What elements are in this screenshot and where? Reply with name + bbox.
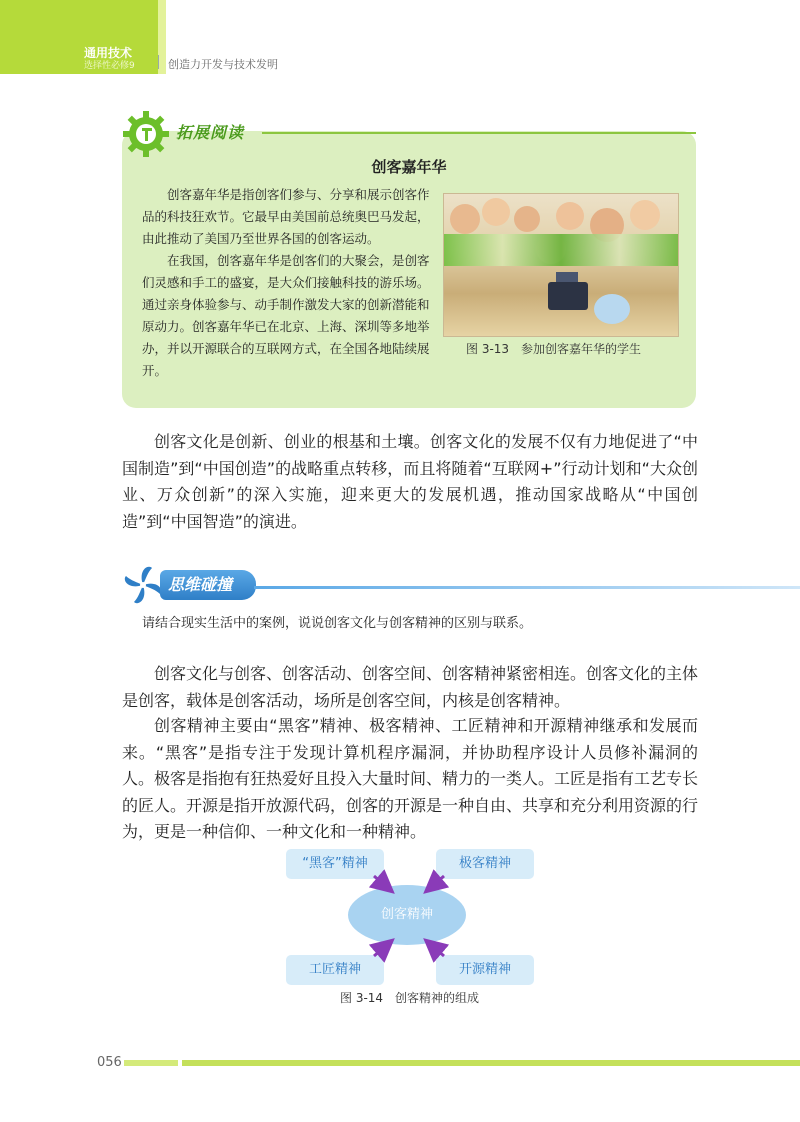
extended-reading-rule	[262, 132, 696, 134]
body-paragraph-3: 创客精神主要由“黑客”精神、极客精神、工匠精神和开源精神继承和发展而来。“黑客”是指专注于发现计算机程序漏洞，并协助程序设计人员修补漏洞的人。极客是指抱有狂热爱好且投入大量时间、精力的一类人。工匠是指有工艺专长的匠人。开源是指开放源代码，创客的开源是一种自由、共享和充分利用资源的行为，更是一种信仰、一种文化和一种精神。	[122, 716, 699, 841]
carnival-students-photo	[443, 193, 679, 337]
body-paragraph-2: 创客文化与创客、创客活动、创客空间、创客精神紧密相连。创客文化的主体是创客，载体是创客活动，场所是创客空间，内核是创客精神。	[122, 664, 699, 710]
photo-balloon	[594, 294, 630, 324]
header-corner-strip	[158, 0, 166, 74]
book-subtitle: 选择性必修9	[84, 61, 135, 71]
reading-paragraph-2: 在我国，创客嘉年华是创客们的大聚会，是创客们灵感和手工的盛宴，是大众们接触科技的游乐场。通过亲身体验参与、动手制作激发大家的创新潜能和原动力。创客嘉年华已在北京、上海、深圳等多地举办，并以开源联合的互联网方式，在全国各地陆续展开。	[142, 253, 430, 378]
body-paragraph-1: 创客文化是创新、创业的根基和土壤。创客文化的发展不仅有力地促进了“中国制造”到“中国创造”的战略重点转移，而且将随着“互联网+”行动计划和“大众创业、万众创新”的深入实施，迎来更大的发展机遇，推动国家战略从“中国创造”到“中国智造”的演进。	[122, 432, 698, 531]
book-title: 通用技术	[84, 46, 133, 60]
maker-spirit-ellipse: 创客精神	[348, 885, 466, 945]
figure-3-13-caption: 图 3-13 参加创客嘉年华的学生	[466, 342, 642, 356]
figure-3-14-caption: 图 3-14 创客精神的组成	[340, 991, 480, 1005]
extended-reading-label: 拓展阅读	[176, 123, 245, 142]
footer-bar-short	[124, 1060, 178, 1066]
photo-robot	[548, 282, 588, 310]
opensource-spirit-box: 开源精神	[436, 955, 534, 985]
thinking-collision-label: 思维碰撞	[160, 570, 256, 600]
geek-spirit-box: 极客精神	[436, 849, 534, 879]
photo-green-shirts	[444, 234, 678, 266]
craftsman-spirit-box: 工匠精神	[286, 955, 384, 985]
page-number: 056	[97, 1055, 122, 1070]
gear-icon	[120, 108, 172, 160]
footer-bar-long	[182, 1060, 800, 1066]
reading-title: 创客嘉年华	[371, 158, 447, 176]
thinking-question: 请结合现实生活中的案例，说说创客文化与创客精神的区别与联系。	[142, 616, 533, 631]
reading-paragraph-1: 创客嘉年华是指创客们参与、分享和展示创客作品的科技狂欢节。它最早由美国前总统奥巴马发起，由此推动了美国乃至世界各国的创客运动。	[142, 187, 430, 246]
hacker-spirit-box: “黑客”精神	[286, 849, 384, 879]
thinking-collision-rule	[254, 586, 800, 589]
chapter-title: 创造力开发与技术发明	[168, 58, 278, 71]
header-separator	[158, 55, 159, 69]
